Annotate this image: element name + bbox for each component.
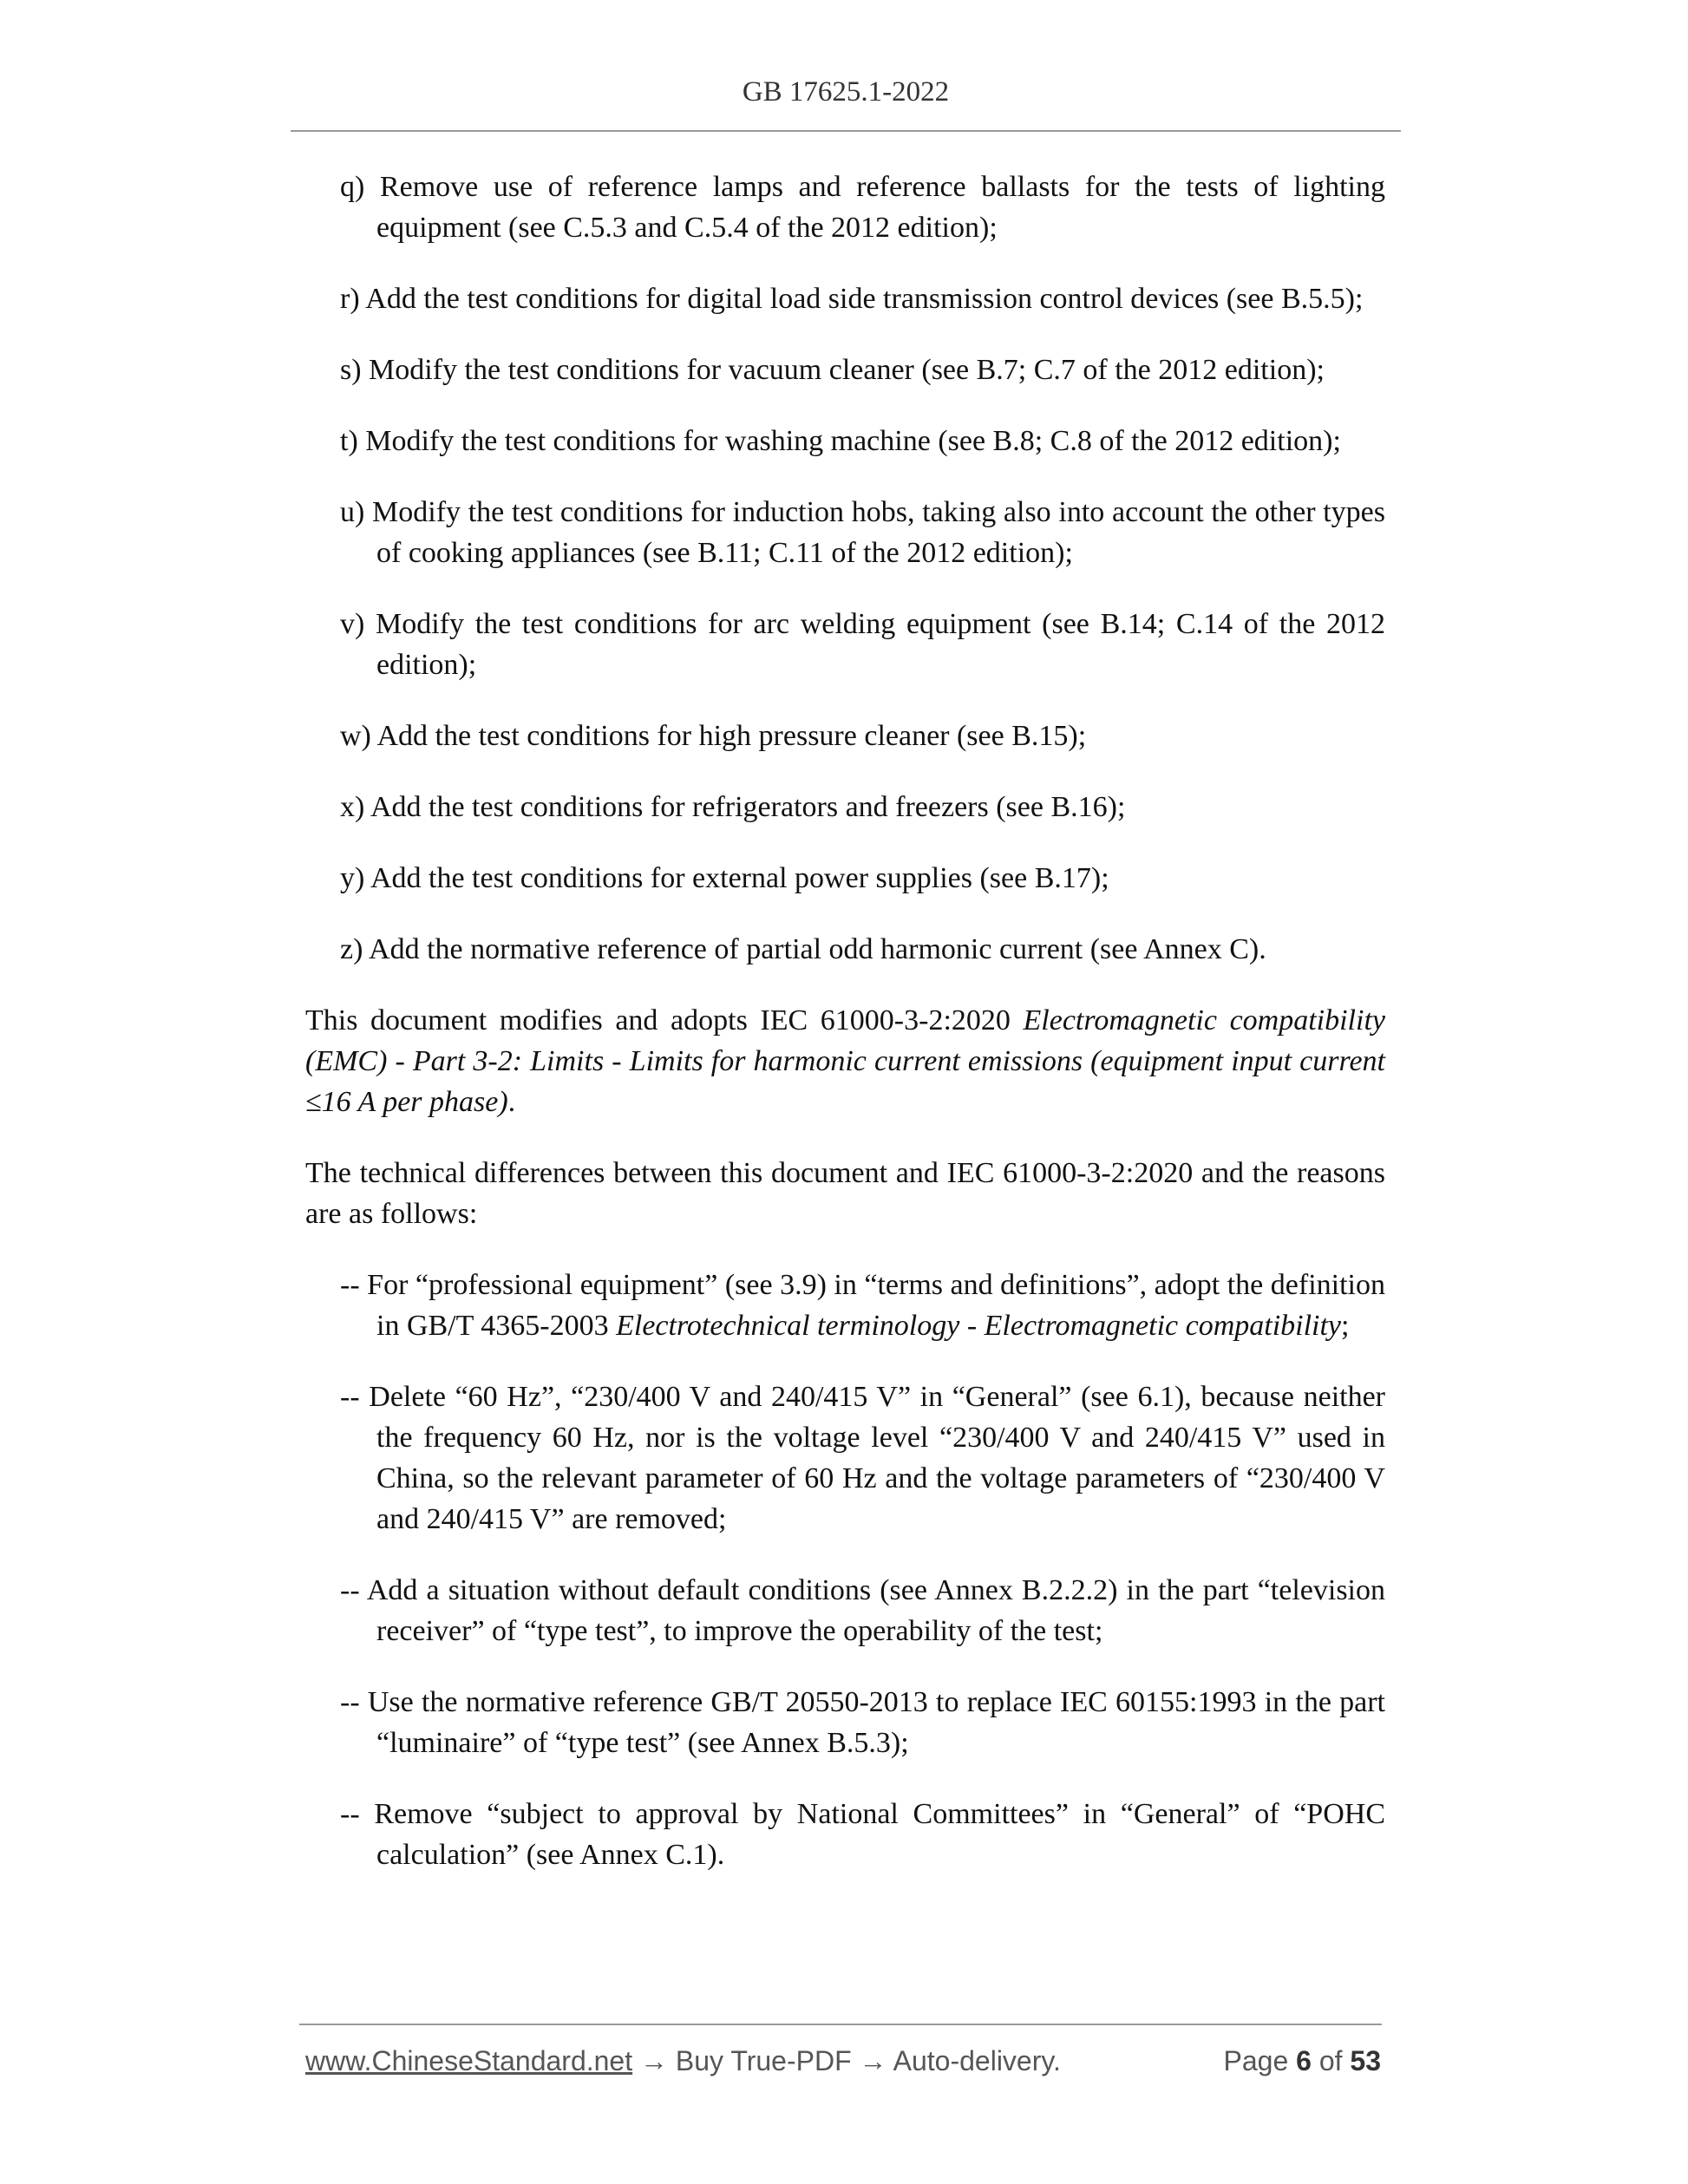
list-item-w: w) Add the test conditions for high pressure cleaner (see B.15);	[340, 720, 1087, 752]
list-item-x: x) Add the test conditions for refrigerators and freezers (see B.16);	[340, 791, 1126, 823]
difference-item-delete-60hz: -- Delete “60 Hz”, “230/400 V and 240/415 V” in “General” (see 6.1), because neither the frequency 60 Hz, nor is the voltage level “230/400 V and 240/415 V” used in China, so the relevant parameter of 60 Hz and the voltage parameters of “230/400 V and 240/415 V” are removed;	[340, 1381, 1385, 1535]
website-link[interactable]: www.ChineseStandard.net	[305, 2045, 633, 2076]
list-item-r: r) Add the test conditions for digital load side transmission control devices (see B.5.5);	[340, 283, 1364, 315]
current-page-number: 6	[1296, 2045, 1312, 2076]
difference-1-prefix: -- For “professional equipment” (see 3.9) in “terms and definitions”, adopt the definition in GB/T 4365-2003	[340, 1269, 1385, 1342]
adoption-paragraph	[305, 1000, 1385, 1122]
list-item-u: u) Modify the test conditions for induction hobs, taking also into account the other types of cooking appliances (see B.11; C.11 of the 2012 edition);	[340, 496, 1385, 569]
page-indicator	[1224, 2045, 1381, 2077]
list-item-q: q) Remove use of reference lamps and reference ballasts for the tests of lighting equipment (see C.5.3 and C.5.4 of the 2012 edition);	[340, 171, 1385, 244]
total-pages: 53	[1350, 2045, 1381, 2076]
list-item-t: t) Modify the test conditions for washing machine (see B.8; C.8 of the 2012 edition);	[340, 425, 1341, 457]
difference-item-professional-equipment	[340, 1265, 1385, 1346]
list-item-s: s) Modify the test conditions for vacuum cleaner (see B.7; C.7 of the 2012 edition);	[340, 354, 1325, 386]
of-label: of	[1311, 2045, 1351, 2076]
difference-item-television-receiver: -- Add a situation without default conditions (see Annex B.2.2.2) in the part “television receiver” of “type test”, to improve the operability of the test;	[340, 1574, 1385, 1647]
difference-item-pohc: -- Remove “subject to approval by National Committees” in “General” of “POHC calculation” (see Annex C.1).	[340, 1798, 1385, 1871]
page-header-title: GB 17625.1-2022	[742, 76, 950, 108]
footer-promo	[305, 2045, 1061, 2077]
footer-tagline: → Buy True-PDF → Auto-delivery.	[632, 2045, 1061, 2076]
difference-1-suffix: ;	[1341, 1310, 1350, 1342]
list-item-y: y) Add the test conditions for external power supplies (see B.17);	[340, 862, 1109, 894]
differences-intro: The technical differences between this document and IEC 61000-3-2:2020 and the reasons are as follows:	[305, 1157, 1385, 1230]
iec-standard-title: Electromagnetic compatibility (EMC) - Part 3-2: Limits - Limits for harmonic current emissions (equipment input current ≤16 A per phase)	[305, 1004, 1385, 1118]
page-label: Page	[1223, 2045, 1297, 2076]
adoption-prefix: This document modifies and adopts IEC 61000-3-2:2020	[305, 1004, 1024, 1036]
gbt-4365-title: Electrotechnical terminology - Electromagnetic compatibility	[616, 1310, 1342, 1342]
difference-item-luminaire: -- Use the normative reference GB/T 20550-2013 to replace IEC 60155:1993 in the part “luminaire” of “type test” (see Annex B.5.3);	[340, 1686, 1385, 1759]
list-item-v: v) Modify the test conditions for arc welding equipment (see B.14; C.14 of the 2012 edition);	[340, 608, 1385, 681]
footer-divider	[299, 2024, 1382, 2025]
header-divider	[291, 130, 1401, 132]
adoption-suffix: .	[507, 1086, 516, 1118]
list-item-z: z) Add the normative reference of partial odd harmonic current (see Annex C).	[340, 933, 1266, 965]
document-body	[305, 167, 1385, 1906]
